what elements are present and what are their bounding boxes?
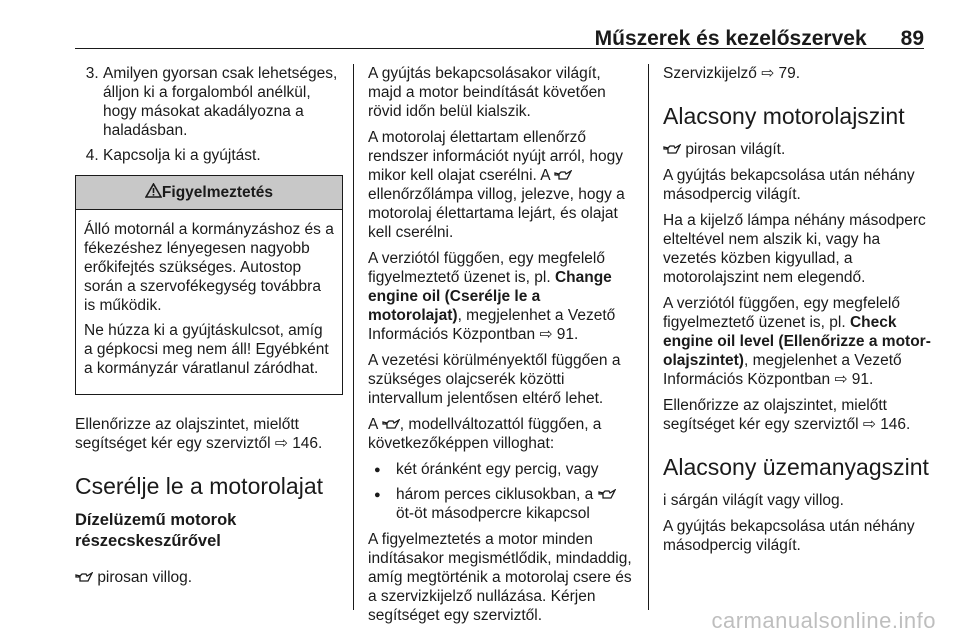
oil-can-icon	[663, 144, 681, 155]
col2-p3: A verziótól függően, egy megfelelő figyelmeztető üzenet is, pl. Change engine oil (Cserélje le a motorolajat), megjelenhet a Vezető Információs Központban ⇨ 91.	[368, 250, 616, 343]
step-3: 3. Amilyen gyorsan csak lehetséges, álljon ki a forgalomból anélkül, hogy másokat akadályozna a haladásban.	[103, 64, 343, 140]
warning-p2: Ne húzza ki a gyújtáskulcsot, amíg a gépkocsi meg nem áll! Egyébként a kormányzár váratlanul záródhat.	[84, 322, 329, 377]
subheading-diesel: Dízelüzemű motorok részecskeszűrővel	[75, 511, 237, 550]
page-ref: 79.	[778, 65, 801, 82]
steps-list	[75, 64, 343, 165]
page-number: 89	[900, 27, 924, 50]
col2-p6: A figyelmeztetés a motor minden indításakor megismétlődik, mindaddig, amíg megtörténik a motorolaj csere és a szervizkijelző nullázása. Kérjen segítséget egy szerviztől.	[368, 531, 632, 624]
column-divider-2	[648, 64, 649, 610]
warning-box	[75, 175, 343, 395]
section-heading-oil-change: Cserélje le a motorolajat	[75, 473, 324, 499]
watermark: carmanualsonline.info	[711, 608, 936, 633]
page-ref: 146.	[880, 416, 911, 433]
section-heading-low-oil: Alacsony motorolajszint	[663, 103, 905, 129]
service-display-ref: Szervizkijelző ⇨ 79.	[663, 65, 801, 82]
column-2	[368, 64, 636, 632]
column-divider-1	[353, 64, 354, 610]
warning-header	[76, 176, 342, 210]
list-item: ● három perces ciklusokban, a öt-öt másodpercre kikapcsol	[396, 485, 636, 523]
page-ref: 91.	[556, 326, 579, 343]
page-ref: 146.	[292, 435, 323, 452]
page-ref: 91.	[851, 371, 874, 388]
col3-p3: A verziótól függően, egy megfelelő figyelmeztető üzenet is, pl. Check engine oil level (Ellenőrizze a motorolajszintet), megjelenhet a Vezető Információs Központban ⇨ 91.	[663, 295, 931, 388]
col2-p2: A motorolaj élettartam ellenőrző rendszer információt nyújt arról, hogy mikor kell olajat cserélni. A ellenőrzőlámpa villog, jelezve, hogy a motorolaj élettartama lejárt, és olajat kell cserélni.	[368, 129, 625, 241]
oil-lamp-status: pirosan villog.	[75, 568, 343, 587]
column-3	[663, 64, 931, 562]
reference-arrow-icon: ⇨	[862, 416, 876, 433]
check-oil-text: Ellenőrizze az olajszintet, mielőtt segítséget kér egy szerviztől ⇨ 146.	[75, 416, 323, 452]
reference-arrow-icon: ⇨	[274, 435, 288, 452]
low-fuel-lamp-status: i sárgán világít vagy villog.	[663, 492, 844, 509]
oil-can-icon	[75, 572, 93, 583]
low-oil-lamp-status: pirosan világít.	[663, 140, 931, 159]
oil-can-icon	[598, 489, 616, 500]
oil-can-icon	[382, 419, 400, 430]
oil-can-icon	[554, 170, 572, 181]
column-1	[75, 64, 343, 594]
col3-p4: Ellenőrizze az olajszintet, mielőtt segítséget kér egy szerviztől ⇨ 146.	[663, 397, 911, 433]
warning-p1: Álló motornál a kormányzáshoz és a fékezéshez lényegesen nagyobb erőkifejtés szükséges. Autostop során a szervofékegység továbbra is működik.	[84, 221, 334, 314]
reference-arrow-icon: ⇨	[834, 371, 848, 388]
col3-p1: A gyújtás bekapcsolása után néhány másodpercig világít.	[663, 167, 915, 203]
section-heading-low-fuel: Alacsony üzemanyagszint	[663, 454, 929, 480]
fuel-lamp-symbol: i	[663, 492, 667, 509]
col2-p1: A gyújtás bekapcsolásakor világít, majd a motor beindítását követően rövid időn belül kialszik.	[368, 65, 606, 120]
col2-p4: A vezetési körülményektől függően a szükséges olajcserék közötti intervallum jelentősen eltérő lehet.	[368, 352, 621, 407]
warning-triangle-icon	[145, 183, 162, 198]
header-rule	[75, 48, 924, 49]
step-4: 4. Kapcsolja ki a gyújtást.	[103, 146, 343, 165]
col3-p2: Ha a kijelző lámpa néhány másodperc elteltével nem alszik ki, vagy ha vezetés közben kigyullad, a motorolajszint nem elegendő.	[663, 212, 926, 286]
warning-title: Figyelmeztetés	[161, 184, 274, 201]
warning-body	[76, 210, 342, 394]
col2-p5: A , modellváltozattól függően, a következőképpen villoghat:	[368, 416, 602, 452]
list-item: ● két óránként egy percig, vagy	[396, 460, 636, 479]
blink-pattern-list	[368, 460, 636, 523]
col3-p5: A gyújtás bekapcsolása után néhány másodpercig világít.	[663, 518, 915, 554]
reference-arrow-icon: ⇨	[761, 65, 775, 82]
reference-arrow-icon: ⇨	[539, 326, 553, 343]
header-title: Műszerek és kezelőszervek	[594, 27, 867, 50]
